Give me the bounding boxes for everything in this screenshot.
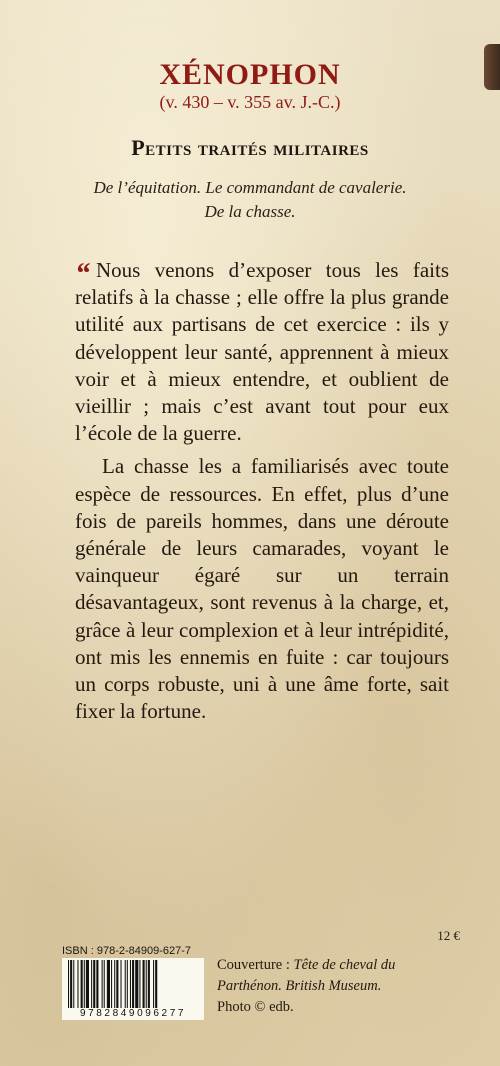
- subtitle-line-1: De l’équitation. Le commandant de cavalerie.: [93, 178, 407, 197]
- credit-label: Couverture :: [217, 957, 294, 973]
- isbn-label: ISBN : 978-2-84909-627-7: [62, 945, 192, 957]
- book-subtitle: [60, 176, 440, 224]
- excerpt-paragraph-1: [75, 257, 449, 447]
- subtitle-line-2: De la chasse.: [204, 202, 296, 221]
- barcode: [62, 958, 204, 1020]
- book-title: Petits traités militaires: [131, 135, 369, 160]
- excerpt-paragraph-1-text: Nous venons d’exposer tous les faits relatifs à la chasse ; elle offre la plus grande utilité aux partisans de cet exercice : ils y développent leur santé, apprennent à mieux voir et à mieux entendre, et oublient de vieillir ; mais c’est avant tout pour eux l’école de la guerre.: [75, 258, 449, 446]
- barcode-bars-icon: [66, 960, 200, 1008]
- quote-mark-icon: “: [75, 257, 90, 290]
- author-dates: (v. 430 – v. 355 av. J.-C.): [159, 92, 341, 112]
- credit-photo: Photo © edb.: [217, 999, 294, 1015]
- excerpt: [75, 257, 449, 725]
- excerpt-paragraph-2: La chasse les a familiarisés avec toute espèce de ressources. En effet, plus d’une fois de pareils hommes, dans une déroute générale de leurs camarades, voyant le vainqueur égaré sur un terrain désavantageux, sont revenus à la charge, et, grâce à leur complexion et à leur intrépidité, ont mis les ennemis en fuite : car toujours un corps robuste, uni à une âme forte, sait fixer la fortune.: [75, 454, 449, 724]
- barcode-digits: 9782849096277: [62, 1008, 204, 1020]
- price-label: 12 €: [437, 928, 460, 943]
- cover-credit: [217, 955, 447, 1018]
- credit-work: Tête de cheval du Parthénon. British Museum.: [217, 957, 396, 994]
- author-name: XÉNOPHON: [159, 58, 341, 91]
